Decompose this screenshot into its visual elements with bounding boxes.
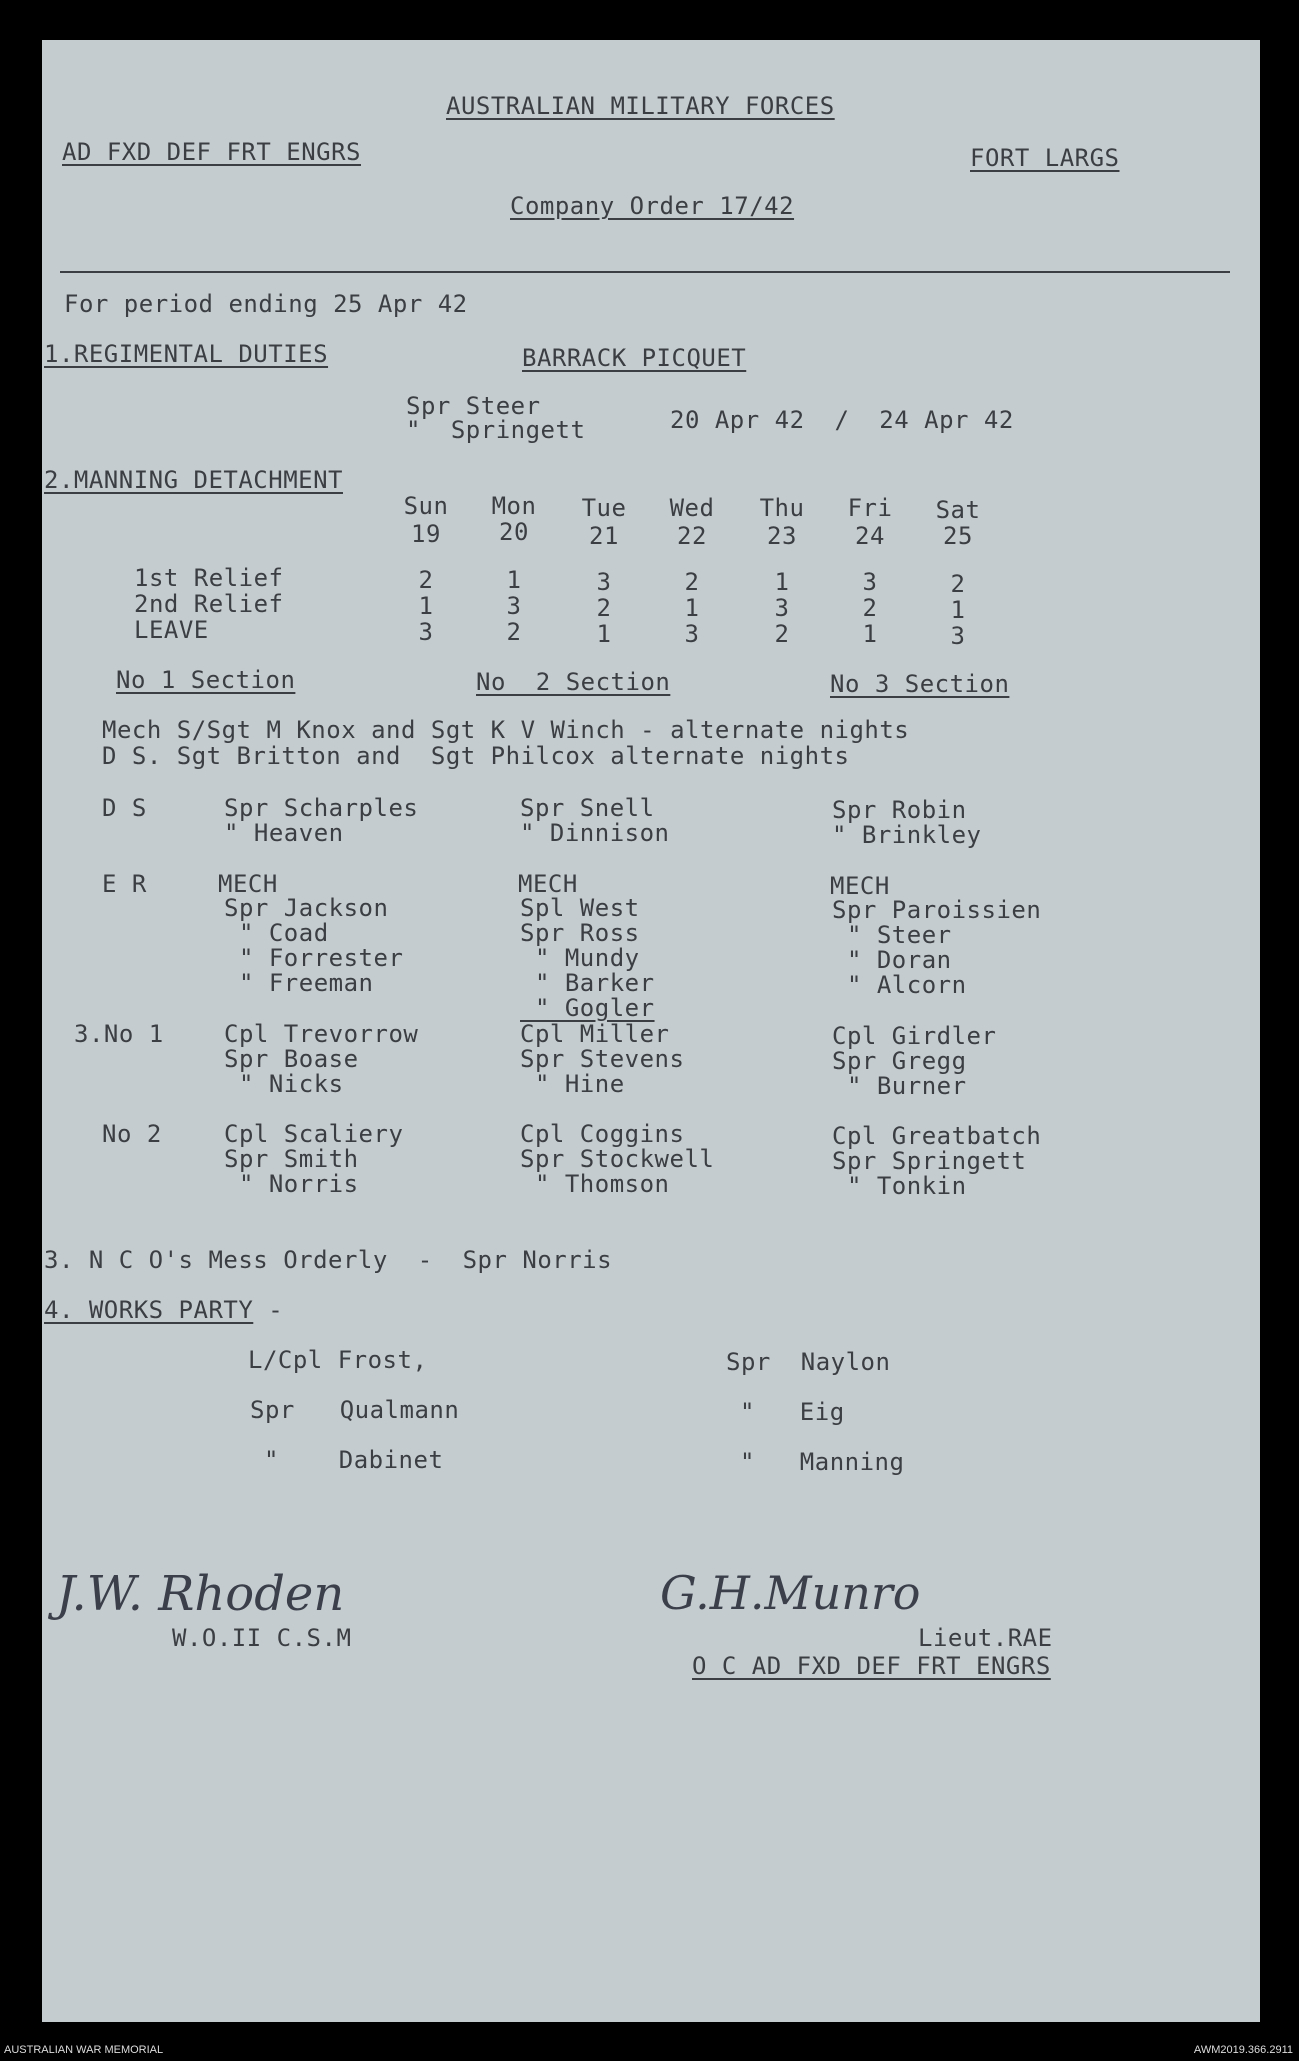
roster-name: MECH	[218, 870, 278, 898]
roster-name: " Forrester	[224, 944, 404, 972]
day-header: Sat	[935, 496, 981, 524]
roster-name: Spr Robin	[832, 796, 967, 824]
unit-name: AD FXD DEF FRT ENGRS	[62, 138, 361, 166]
roster-name: Cpl Miller	[520, 1020, 670, 1048]
date-header: 25	[943, 522, 973, 550]
works-name: Spr Qualmann	[250, 1396, 460, 1424]
group-label: 3.No 1	[74, 1020, 164, 1048]
roster-name: Spr Stevens	[520, 1045, 685, 1073]
roster-name: Cpl Greatbatch	[832, 1122, 1042, 1150]
group-label: No 2	[102, 1120, 162, 1148]
day-header: Thu	[759, 494, 805, 522]
roster-name: " Mundy	[520, 944, 640, 972]
roster-name: Spl West	[520, 894, 640, 922]
mess-orderly-line: 3. N C O's Mess Orderly - Spr Norris	[44, 1246, 613, 1274]
roster-name: Spr Snell	[520, 794, 655, 822]
regimental-heading: 1.REGIMENTAL DUTIES	[44, 340, 329, 368]
table-cell: 3	[950, 622, 966, 650]
table-cell: 2	[684, 568, 700, 596]
roster-name: Cpl Coggins	[520, 1120, 685, 1148]
section-1-heading: No 1 Section	[116, 666, 296, 694]
works-name: " Dabinet	[264, 1446, 444, 1474]
table-cell: 2	[418, 566, 434, 594]
day-header: Mon	[491, 492, 537, 520]
row-label: 2nd Relief	[134, 590, 284, 618]
picquet-heading: BARRACK PICQUET	[522, 344, 747, 372]
date-header: 22	[677, 522, 707, 550]
table-cell: 1	[950, 596, 966, 624]
roster-name: Spr Jackson	[224, 894, 389, 922]
table-cell: 1	[862, 620, 878, 648]
table-cell: 2	[596, 594, 612, 622]
roster-name: " Alcorn	[832, 971, 967, 999]
picquet-dates: 20 Apr 42 / 24 Apr 42	[670, 406, 1014, 434]
footer-left: AUSTRALIAN WAR MEMORIAL	[4, 2044, 164, 2056]
roster-name: " Freeman	[224, 969, 374, 997]
date-header: 23	[767, 522, 797, 550]
roster-name: Spr Smith	[224, 1145, 359, 1173]
date-header: 20	[499, 518, 529, 546]
table-cell: 2	[950, 570, 966, 598]
table-cell: 3	[506, 592, 522, 620]
roster-name: Spr Gregg	[832, 1047, 967, 1075]
works-name: " Manning	[740, 1448, 905, 1476]
roster-name: MECH	[830, 872, 890, 900]
roster-name: " Nicks	[224, 1070, 344, 1098]
roster-name: Spr Boase	[224, 1045, 359, 1073]
date-header: 21	[589, 522, 619, 550]
roster-name: " Coad	[224, 919, 329, 947]
roster-name: " Doran	[832, 946, 952, 974]
roster-name: Cpl Girdler	[832, 1022, 997, 1050]
roster-name: " Norris	[224, 1170, 359, 1198]
roster-name: " Thomson	[520, 1170, 670, 1198]
roster-name: Spr Stockwell	[520, 1145, 715, 1173]
signature-oc: G.H.Munro	[660, 1566, 921, 1620]
roster-name: " Burner	[832, 1072, 967, 1100]
table-cell: 1	[684, 594, 700, 622]
signature-csm: J.W. Rhoden	[56, 1566, 345, 1622]
note-line-2: D S. Sgt Britton and Sgt Philcox alternate nights	[102, 742, 850, 770]
day-header: Sun	[403, 492, 449, 520]
picquet-line-2: " Springett	[406, 416, 586, 444]
roster-name: " Gogler	[520, 994, 655, 1022]
works-name: L/Cpl Frost,	[248, 1346, 428, 1374]
day-header: Wed	[669, 494, 715, 522]
roster-name: Spr Scharples	[224, 794, 419, 822]
table-cell: 3	[862, 568, 878, 596]
section-3-heading: No 3 Section	[830, 670, 1010, 698]
section-2-heading: No 2 Section	[476, 668, 671, 696]
table-cell: 1	[774, 568, 790, 596]
row-label: 1st Relief	[134, 564, 284, 592]
csm-title: W.O.II C.S.M	[172, 1624, 352, 1652]
works-party-heading: 4. WORKS PARTY	[44, 1296, 254, 1324]
picquet-line-1: Spr Steer	[406, 392, 541, 420]
note-line-1: Mech S/Sgt M Knox and Sgt K V Winch - alternate nights	[102, 716, 910, 744]
table-cell: 3	[684, 620, 700, 648]
roster-name: Spr Springett	[832, 1147, 1027, 1175]
date-header: 19	[411, 520, 441, 548]
location: FORT LARGS	[970, 144, 1120, 172]
row-label: LEAVE	[134, 616, 209, 644]
oc-rank: Lieut.RAE	[918, 1624, 1053, 1652]
footer-right: AWM2019.366.2911	[1193, 2044, 1293, 2056]
roster-name: " Brinkley	[832, 821, 982, 849]
table-cell: 2	[862, 594, 878, 622]
group-label: E R	[102, 870, 147, 898]
table-cell: 1	[596, 620, 612, 648]
works-party-dash: -	[253, 1296, 284, 1324]
header-rule	[60, 271, 1230, 273]
date-header: 24	[855, 522, 885, 550]
table-cell: 1	[506, 566, 522, 594]
works-party-line	[44, 1298, 283, 1322]
roster-name: " Steer	[832, 921, 952, 949]
table-cell: 3	[596, 568, 612, 596]
roster-name: MECH	[518, 870, 578, 898]
roster-name: Spr Ross	[520, 919, 640, 947]
roster-name: " Heaven	[224, 819, 344, 847]
period-line: For period ending 25 Apr 42	[64, 290, 468, 318]
table-cell: 3	[418, 618, 434, 646]
group-label: D S	[102, 794, 147, 822]
manning-heading: 2.MANNING DETACHMENT	[44, 466, 343, 494]
roster-name: Spr Paroissien	[832, 896, 1042, 924]
roster-name: Cpl Trevorrow	[224, 1020, 419, 1048]
roster-name: " Hine	[520, 1070, 625, 1098]
works-name: Spr Naylon	[726, 1348, 891, 1376]
day-header: Fri	[847, 494, 893, 522]
roster-name: Cpl Scaliery	[224, 1120, 404, 1148]
table-cell: 2	[774, 620, 790, 648]
day-header: Tue	[581, 494, 627, 522]
roster-name: " Barker	[520, 969, 655, 997]
order-number: Company Order 17/42	[510, 192, 795, 220]
table-cell: 3	[774, 594, 790, 622]
table-cell: 2	[506, 618, 522, 646]
works-name: " Eig	[740, 1398, 845, 1426]
roster-name: " Tonkin	[832, 1172, 967, 1200]
document-title: AUSTRALIAN MILITARY FORCES	[446, 92, 835, 120]
table-cell: 1	[418, 592, 434, 620]
oc-title: O C AD FXD DEF FRT ENGRS	[692, 1652, 1051, 1680]
roster-name: " Dinnison	[520, 819, 670, 847]
